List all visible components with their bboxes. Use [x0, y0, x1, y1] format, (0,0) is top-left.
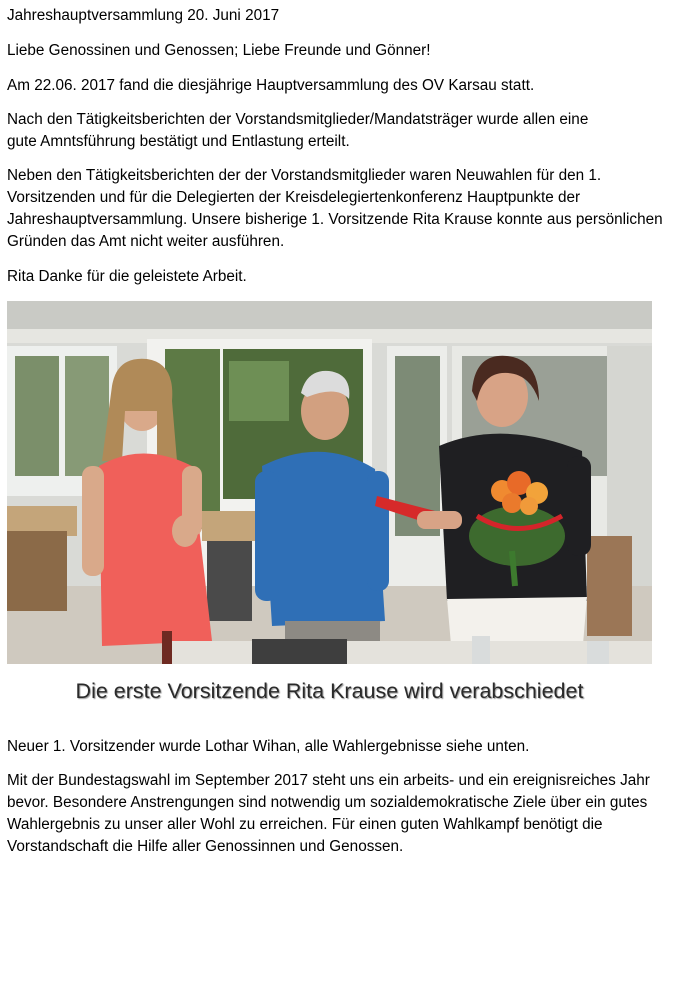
- paragraph-thanks: Rita Danke für die geleistete Arbeit.: [7, 268, 247, 285]
- document-title: Jahreshauptversammlung 20. Juni 2017: [7, 7, 280, 24]
- paragraph-activity-reports: Nach den Tätigkeitsberichten der Vorstandsmitglieder/Mandatsträger wurde allen eine gute Amntsführung bestätigt und Entlastung erteilt.: [7, 111, 589, 150]
- paragraph-meeting-date: Am 22.06. 2017 fand die diesjährige Hauptversammlung des OV Karsau statt.: [7, 77, 535, 94]
- farewell-photo: [7, 301, 652, 664]
- greeting-paragraph: Liebe Genossinen und Genossen; Liebe Freunde und Gönner!: [7, 42, 431, 59]
- paragraph-federal-election: Mit der Bundestagswahl im September 2017 steht uns ein arbeits- und ein ereignisreiches Jahr bevor. Besondere Anstrengungen sind notwendig um sozialdemokratische Ziele über ein gutes Wahlergebnis zu unser aller Wohl zu erreichen. Für einen guten Wahlkampf benötigt die Vorstandschaft die Hilfe aller Genossinnen und Genossen.: [7, 772, 650, 855]
- photo-caption: Die erste Vorsitzende Rita Krause wird verabschiedet: [75, 679, 584, 703]
- paragraph-elections: Neben den Tätigkeitsberichten der der Vorstandsmitglieder waren Neuwahlen für den 1. Vorsitzenden und für die Delegierten der Kreisdelegiertenkonferenz Hauptpunkte der Jahreshauptversammlung. Unsere bisherige 1. Vorsitzende Rita Krause konnte aus persönlichen Gründen das Amt nicht weiter ausführen.: [7, 167, 663, 250]
- paragraph-new-chair: Neuer 1. Vorsitzender wurde Lothar Wihan, alle Wahlergebnisse siehe unten.: [7, 738, 530, 755]
